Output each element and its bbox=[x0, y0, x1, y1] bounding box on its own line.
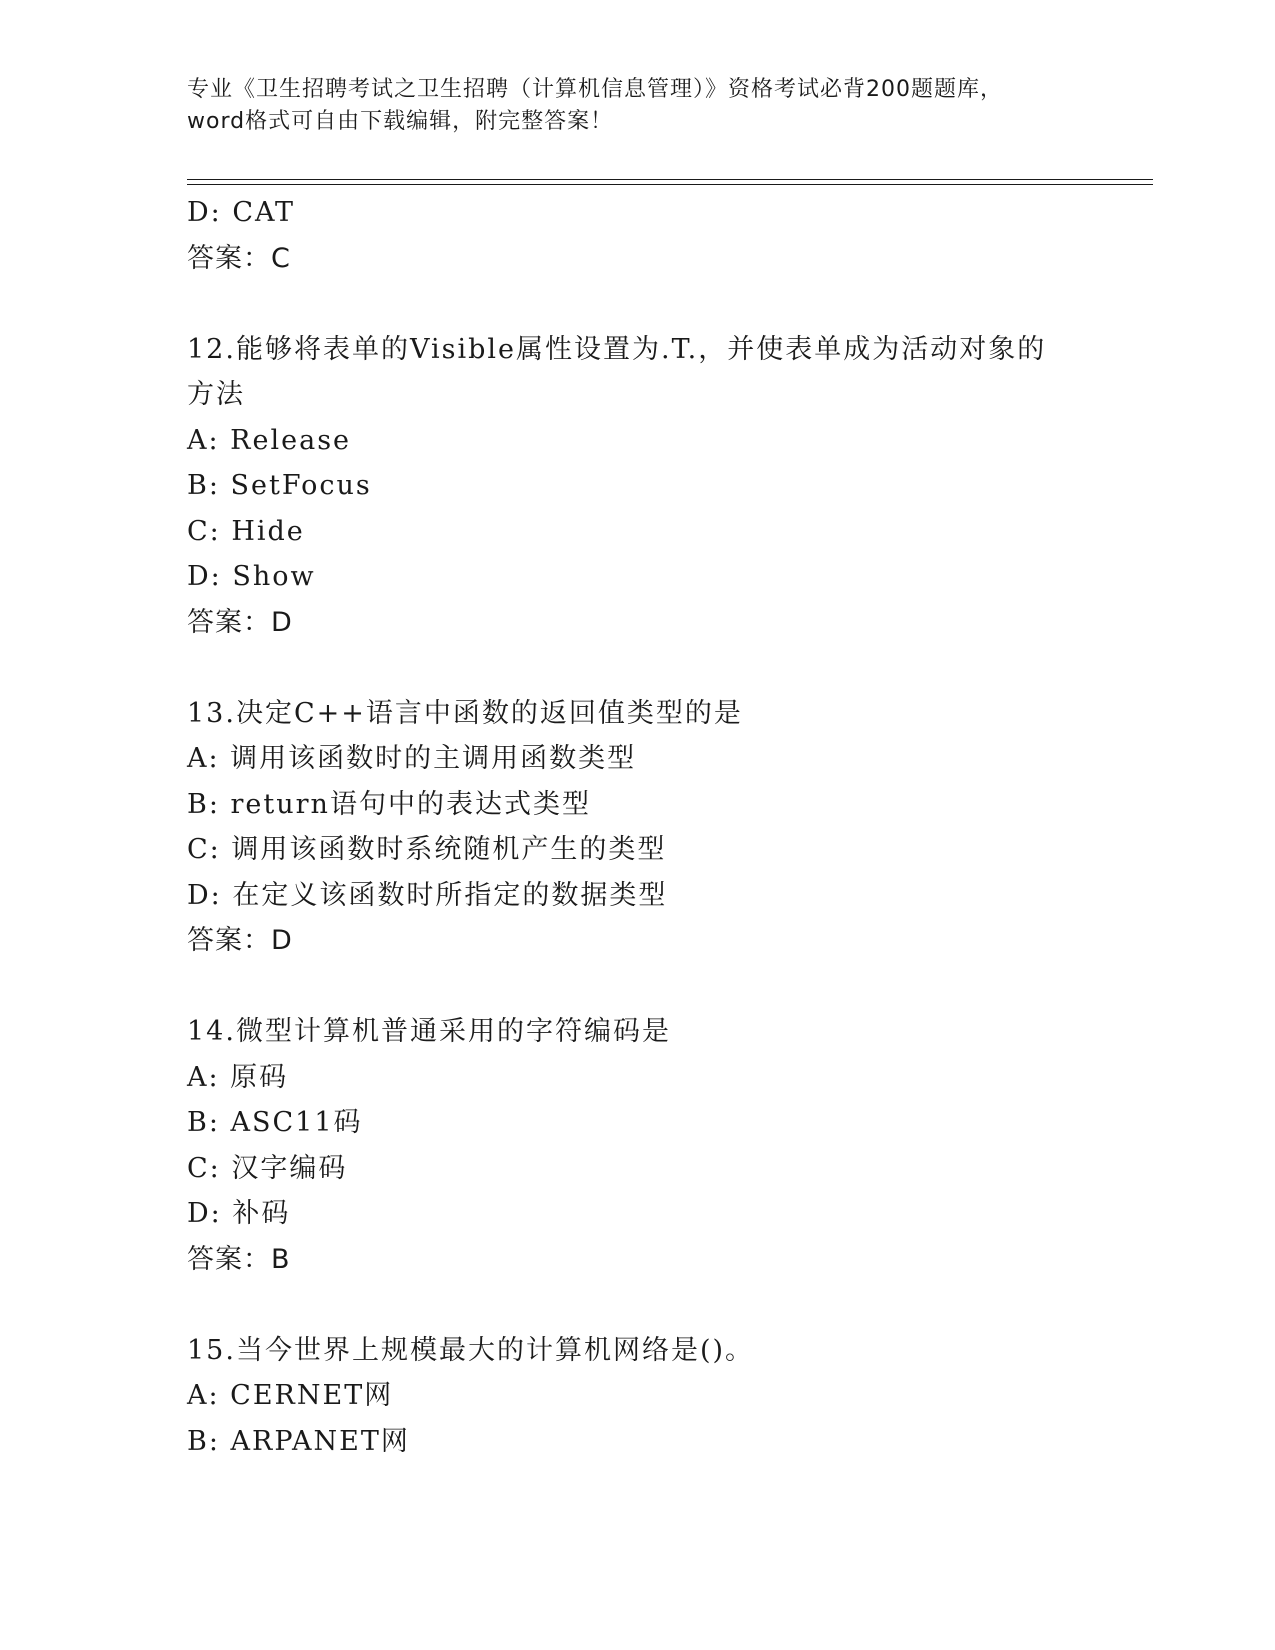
q12-option-b: B: SetFocus bbox=[187, 470, 372, 501]
q13-answer: 答案：D bbox=[187, 925, 293, 956]
q15-option-a: A: CERNET网 bbox=[187, 1380, 394, 1411]
q13-option-b: B: return语句中的表达式类型 bbox=[187, 788, 591, 820]
q15-stem: 15.当今世界上规模最大的计算机网络是()。 bbox=[187, 1334, 755, 1366]
q13-option-a: A: 调用该函数时的主调用函数类型 bbox=[187, 743, 637, 774]
spacer bbox=[187, 645, 1087, 691]
spacer bbox=[187, 964, 1087, 1010]
spacer bbox=[187, 1282, 1087, 1328]
header-line-2: word格式可自由下载编辑，附完整答案！ bbox=[187, 109, 614, 134]
q12-stem-line-2: 方法 bbox=[187, 379, 245, 410]
prev-option-d: D: CAT bbox=[187, 197, 296, 228]
document-header bbox=[187, 74, 1087, 138]
header-rule-bottom bbox=[187, 184, 1153, 185]
header-line-1: 专业《卫生招聘考试之卫生招聘（计算机信息管理）》资格考试必背200题题库， bbox=[187, 77, 1003, 102]
question-list bbox=[187, 190, 1087, 1464]
q14-option-c: C: 汉字编码 bbox=[187, 1152, 348, 1184]
header-rule-top bbox=[187, 179, 1153, 180]
q14-option-d: D: 补码 bbox=[187, 1198, 291, 1229]
q13-option-d: D: 在定义该函数时所指定的数据类型 bbox=[187, 879, 668, 911]
prev-answer: 答案：C bbox=[187, 242, 291, 274]
q12-answer: 答案：D bbox=[187, 606, 293, 638]
q14-option-a: A: 原码 bbox=[187, 1061, 289, 1093]
q13-option-c: C: 调用该函数时系统随机产生的类型 bbox=[187, 834, 667, 865]
q12-option-c: C: Hide bbox=[187, 515, 305, 547]
q12-option-d: D: Show bbox=[187, 561, 316, 592]
spacer bbox=[187, 281, 1087, 327]
q12-option-a: A: Release bbox=[187, 424, 352, 456]
q15-option-b: B: ARPANET网 bbox=[187, 1425, 410, 1457]
q14-option-b: B: ASC11码 bbox=[187, 1107, 363, 1138]
q14-stem: 14.微型计算机普通采用的字符编码是 bbox=[187, 1016, 671, 1047]
q13-stem: 13.决定C++语言中函数的返回值类型的是 bbox=[187, 697, 743, 729]
q12-stem-line-1: 12.能够将表单的Visible属性设置为.T.，并使表单成为活动对象的 bbox=[187, 333, 1047, 365]
q14-answer: 答案：B bbox=[187, 1243, 291, 1275]
